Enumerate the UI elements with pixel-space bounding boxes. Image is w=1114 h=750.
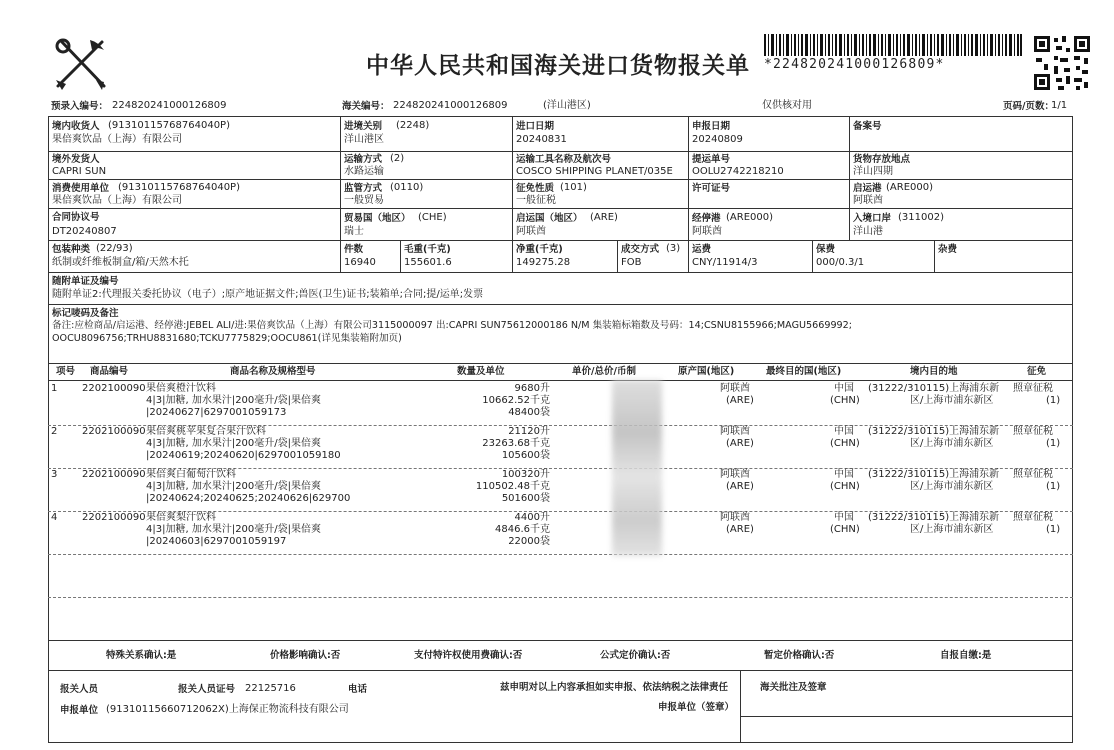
item-levy-line2: (1) <box>1046 481 1061 492</box>
insurance: 000/0.3/1 <box>816 257 865 268</box>
col-name: 商品名称及规格型号 <box>230 366 316 377</box>
item-domestic-line2: 区/上海市浦东新区 <box>910 481 994 492</box>
item-domestic-line1: (31222/310115)上海浦东新 <box>868 512 1000 523</box>
item-name-line3: |20240627|6297001059173 <box>146 407 287 418</box>
docs-text: 随附单证2:代理报关委托协议（电子）;原产地证据文件;兽医(卫生)证书;装箱单;合同;提/运单;发票 <box>52 289 484 300</box>
origin-country-label: 启运国（地区） <box>516 213 583 224</box>
for-check-note: 仅供核对用 <box>762 100 812 111</box>
confirm-special: 特殊关系确认:是 <box>106 650 177 661</box>
item-code: 2202100090 <box>82 512 146 523</box>
deal-label: 成交方式 <box>621 244 660 255</box>
levy: 一般征税 <box>516 195 556 206</box>
item-name-line3: |20240603|6297001059197 <box>146 536 287 547</box>
item-dest-code: (CHN) <box>830 524 860 535</box>
item-qty-pieces: 501600袋 <box>501 493 550 504</box>
item-qty-weight: 4846.6千克 <box>495 524 550 535</box>
supervision-code: (0110) <box>390 182 424 193</box>
item-no: 3 <box>51 469 58 480</box>
item-levy-line2: (1) <box>1046 395 1061 406</box>
item-qty-volume: 100320升 <box>501 469 550 480</box>
dep-port-code: (ARE000) <box>886 182 933 193</box>
pre-entry-label: 预录入编号： <box>51 101 109 112</box>
item-levy-line1: 照章征税 <box>1013 512 1053 523</box>
item-domestic-line2: 区/上海市浦东新区 <box>910 438 994 449</box>
item-name-line2: 4|3|加糖, 加水果汁|200毫升/袋|果倍爽 <box>146 395 322 406</box>
gross: 155601.6 <box>404 257 452 268</box>
shipper-name: CAPRI SUN <box>52 166 107 177</box>
item-levy-line1: 照章征税 <box>1013 469 1053 480</box>
item-domestic-line1: (31222/310115)上海浦东新 <box>868 383 1000 394</box>
customs-emblem-logo <box>50 36 112 92</box>
redacted-price-area <box>612 380 662 556</box>
item-dest: 中国 <box>834 426 854 437</box>
item-name-line2: 4|3|加糖, 加水果汁|200毫升/袋|果倍爽 <box>146 438 322 449</box>
storage-label: 货物存放地点 <box>853 154 911 165</box>
entry-port-code: (311002) <box>898 212 944 223</box>
declarant-cert-label: 报关人员证号 <box>178 684 236 695</box>
levy-label: 征免性质 <box>516 183 555 194</box>
item-qty-pieces: 48400袋 <box>508 407 550 418</box>
item-name-line1: 果倍爽桃苹果复合果汁饮料 <box>146 426 266 437</box>
item-levy-line2: (1) <box>1046 524 1061 535</box>
barcode <box>764 34 1022 56</box>
freight: CNY/11914/3 <box>692 257 758 268</box>
marks-line2: OOCU8096756;TRHU8831680;TCKU7775829;OOCU861(详见集装箱附加页) <box>52 333 402 344</box>
item-qty-volume: 4400升 <box>514 512 550 523</box>
item-qty-weight: 110502.48千克 <box>475 481 550 492</box>
item-name-line1: 果倍爽白葡萄汁饮料 <box>146 469 236 480</box>
col-code: 商品编号 <box>90 366 129 377</box>
confirm-self-report: 自报自缴:是 <box>940 650 992 661</box>
declare-date-label: 申报日期 <box>692 121 731 132</box>
col-dest: 最终目的国(地区) <box>766 366 842 377</box>
item-domestic-line2: 区/上海市浦东新区 <box>910 524 994 535</box>
origin-country: 阿联酋 <box>516 226 546 237</box>
trade-country: 瑞士 <box>344 226 364 237</box>
transport-mode-code: (2) <box>390 153 405 164</box>
insurance-label: 保费 <box>816 244 836 255</box>
col-domestic: 境内目的地 <box>910 366 958 377</box>
trade-country-label: 贸易国（地区） <box>344 213 411 224</box>
page-value: 1/1 <box>1051 100 1068 111</box>
item-no: 1 <box>51 383 58 394</box>
transport-mode-label: 运输方式 <box>344 154 383 165</box>
item-name-line1: 果倍爽梨汁饮料 <box>146 512 216 523</box>
col-no: 项号 <box>56 366 76 377</box>
pieces: 16940 <box>344 257 376 268</box>
shipper-label: 境外发货人 <box>52 154 100 165</box>
supervision-label: 监管方式 <box>344 183 383 194</box>
entry-customs-name: 洋山港区 <box>344 134 384 145</box>
pack-label: 包装种类 <box>52 244 91 255</box>
entry-port: 洋山港 <box>853 226 883 237</box>
item-name-line2: 4|3|加糖, 加水果汁|200毫升/袋|果倍爽 <box>146 481 322 492</box>
confirm-price-effect: 价格影响确认:否 <box>270 650 341 661</box>
pack: 纸制或纤维板制盒/箱/天然木托 <box>52 257 189 268</box>
declare-date: 20240809 <box>692 134 743 145</box>
deal-code: (3) <box>666 243 681 254</box>
contract-label: 合同协议号 <box>52 212 100 223</box>
item-qty-pieces: 105600袋 <box>501 450 550 461</box>
col-origin: 原产国(地区) <box>678 366 735 377</box>
confirm-provisional: 暂定价格确认:否 <box>764 650 835 661</box>
col-qty: 数量及单位 <box>457 366 505 377</box>
contract: DT20240807 <box>52 226 117 237</box>
supervision: 一般贸易 <box>344 195 384 206</box>
declarant-label: 报关人员 <box>60 684 99 695</box>
col-price: 单价/总价/币制 <box>572 366 636 377</box>
entry-customs-label: 进境关别 <box>344 121 383 132</box>
declarant-cert: 22125716 <box>245 683 296 694</box>
item-dest-code: (CHN) <box>830 395 860 406</box>
consumer-label: 消费使用单位 <box>52 183 110 194</box>
statement: 兹申明对以上内容承担如实申报、依法纳税之法律责任 <box>500 682 729 693</box>
item-origin: 阿联酋 <box>720 512 750 523</box>
item-levy-line1: 照章征税 <box>1013 383 1053 394</box>
customs-note-label: 海关批注及签章 <box>760 682 827 693</box>
bl-label: 提运单号 <box>692 154 731 165</box>
item-qty-weight: 23263.68千克 <box>482 438 550 449</box>
item-dest: 中国 <box>834 383 854 394</box>
via-port-label: 经停港 <box>692 213 721 224</box>
item-qty-volume: 21120升 <box>508 426 550 437</box>
net-label: 净重(千克) <box>516 244 563 255</box>
dep-port: 阿联酋 <box>853 195 883 206</box>
item-domestic-line2: 区/上海市浦东新区 <box>910 395 994 406</box>
item-name-line3: |20240624;20240625;20240626|629700 <box>146 493 351 504</box>
item-name-line1: 果倍爽橙汁饮料 <box>146 383 216 394</box>
item-origin: 阿联酋 <box>720 383 750 394</box>
item-origin-code: (ARE) <box>726 524 754 535</box>
page-label: 页码/页数： <box>1003 101 1054 112</box>
item-no: 4 <box>51 512 58 523</box>
item-origin-code: (ARE) <box>726 395 754 406</box>
item-levy-line1: 照章征税 <box>1013 426 1053 437</box>
item-name-line3: |20240619;20240620|6297001059180 <box>146 450 341 461</box>
import-date-label: 进口日期 <box>516 121 555 132</box>
item-no: 2 <box>51 426 58 437</box>
item-origin-code: (ARE) <box>726 481 754 492</box>
col-levy: 征免 <box>1027 366 1047 377</box>
marks-line1: 备注:应检商品/启运港、经停港:JEBEL ALI/进:果倍爽饮品（上海）有限公司3115000097 出:CAPRI SUN75612000186 N/M 集装箱标箱数及号码：14;CSNU8155966;MAGU5669992; <box>52 320 852 331</box>
transport-mode: 水路运输 <box>344 166 384 177</box>
docs-label: 随附单证及编号 <box>52 276 119 287</box>
seal-label: 申报单位（签章） <box>658 702 735 713</box>
pieces-label: 件数 <box>344 244 364 255</box>
item-qty-weight: 10662.52千克 <box>482 395 550 406</box>
trade-country-code: (CHE) <box>418 212 447 223</box>
item-qty-volume: 9680升 <box>514 383 550 394</box>
entry-customs-code: (2248) <box>396 120 430 131</box>
item-dest: 中国 <box>834 512 854 523</box>
misc-label: 杂费 <box>938 244 958 255</box>
consignee-label: 境内收货人 <box>52 121 100 132</box>
declare-unit-label: 申报单位 <box>60 705 99 716</box>
marks-label: 标记唛码及备注 <box>52 308 119 319</box>
freight-label: 运费 <box>692 244 712 255</box>
levy-code: (101) <box>560 182 587 193</box>
consumer-code: (91310115768764040P) <box>118 182 240 193</box>
item-dest-code: (CHN) <box>830 481 860 492</box>
item-code: 2202100090 <box>82 383 146 394</box>
item-dest: 中国 <box>834 469 854 480</box>
item-qty-pieces: 22000袋 <box>508 536 550 547</box>
customs-no: 224820241000126809 <box>393 100 508 111</box>
dep-port-label: 启运港 <box>853 183 882 194</box>
customs-port: (洋山港区) <box>543 100 591 111</box>
record-no-label: 备案号 <box>853 121 882 132</box>
pack-code: (22/93) <box>96 243 133 254</box>
confirm-royalty: 支付特许权使用费确认:否 <box>414 650 523 661</box>
item-levy-line2: (1) <box>1046 438 1061 449</box>
consignee-code: (91310115768764040P) <box>108 120 230 131</box>
item-code: 2202100090 <box>82 469 146 480</box>
gross-label: 毛重(千克) <box>404 244 451 255</box>
item-origin: 阿联酋 <box>720 426 750 437</box>
barcode-text: *2248202410001268​09* <box>764 57 945 72</box>
via-port-code: (ARE000) <box>726 212 773 223</box>
customs-no-label: 海关编号： <box>342 101 390 112</box>
item-domestic-line1: (31222/310115)上海浦东新 <box>868 426 1000 437</box>
net: 149275.28 <box>516 257 571 268</box>
consignee-name: 果倍爽饮品（上海）有限公司 <box>52 134 182 145</box>
bl-no: OOLU2742218210 <box>692 166 784 177</box>
item-origin-code: (ARE) <box>726 438 754 449</box>
item-origin: 阿联酋 <box>720 469 750 480</box>
qr-code <box>1034 36 1090 90</box>
item-name-line2: 4|3|加糖, 加水果汁|200毫升/袋|果倍爽 <box>146 524 322 535</box>
item-domestic-line1: (31222/310115)上海浦东新 <box>868 469 1000 480</box>
entry-port-label: 入境口岸 <box>853 213 892 224</box>
import-date: 20240831 <box>516 134 567 145</box>
origin-country-code: (ARE) <box>590 212 618 223</box>
deal: FOB <box>621 257 642 268</box>
pre-entry-no: 224820241000126809 <box>112 100 227 111</box>
vessel-label: 运输工具名称及航次号 <box>516 154 612 165</box>
storage: 洋山四期 <box>853 166 893 177</box>
phone-label: 电话 <box>348 684 368 695</box>
item-code: 2202100090 <box>82 426 146 437</box>
item-dest-code: (CHN) <box>830 438 860 449</box>
declare-unit: (91310115660712062X)上海保正物流科技有限公司 <box>106 704 349 715</box>
license-label: 许可证号 <box>692 183 731 194</box>
document-title: 中华人民共和国海关进口货物报关单 <box>366 52 750 79</box>
via-port: 阿联酋 <box>692 226 722 237</box>
consumer-name: 果倍爽饮品（上海）有限公司 <box>52 195 182 206</box>
confirm-formula: 公式定价确认:否 <box>600 650 671 661</box>
vessel: COSCO SHIPPING PLANET/035E <box>516 166 673 177</box>
